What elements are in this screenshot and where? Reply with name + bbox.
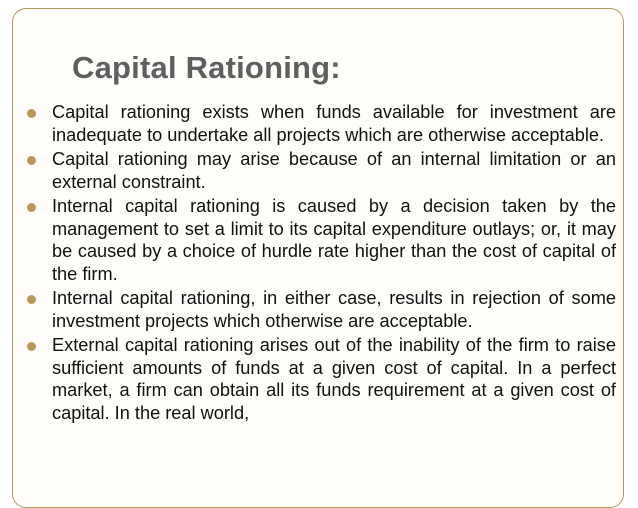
bullet-list <box>22 101 616 426</box>
bullet-dot-icon <box>27 156 36 165</box>
bullet-item <box>22 101 616 146</box>
slide-title: Capital Rationing: <box>72 50 341 85</box>
bullet-text: Internal capital rationing, in either case, results in rejection of some investment projects which otherwise are acceptable. <box>52 288 616 331</box>
bullet-dot-icon <box>27 109 36 118</box>
bullet-text: Capital rationing exists when funds available for investment are inadequate to undertake all projects which are otherwise acceptable. <box>52 102 616 145</box>
bullet-dot-icon <box>27 295 36 304</box>
bullet-text: Internal capital rationing is caused by a decision taken by the management to set a limit to its capital expenditure outlays; or, it may be caused by a choice of hurdle rate higher than the cost of capital of the firm. <box>52 196 616 284</box>
bullet-dot-icon <box>27 203 36 212</box>
bullet-text: External capital rationing arises out of the inability of the firm to raise sufficient amounts of funds at a given cost of capital. In a perfect market, a firm can obtain all its funds requirement at a given cost of capital. In the real world, <box>52 335 616 423</box>
bullet-item <box>22 148 616 193</box>
bullet-dot-icon <box>27 342 36 351</box>
bullet-item <box>22 195 616 285</box>
bullet-item <box>22 334 616 424</box>
bullet-text: Capital rationing may arise because of an internal limitation or an external constraint. <box>52 149 616 192</box>
bullet-item <box>22 287 616 332</box>
